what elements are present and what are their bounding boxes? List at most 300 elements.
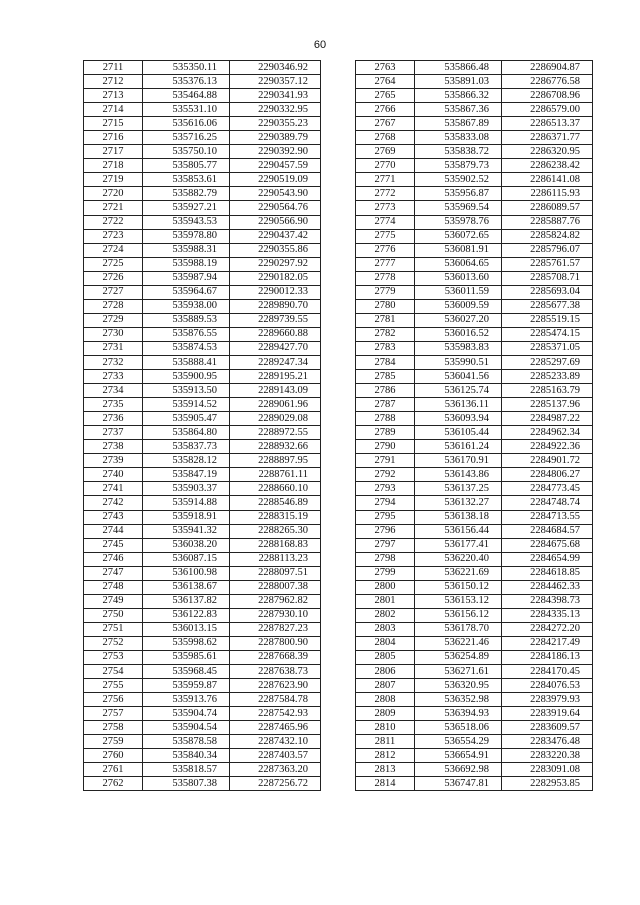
y-coordinate-cell: 2285708.71: [502, 271, 593, 285]
table-row: [84, 327, 321, 341]
point-number-cell: 2727: [84, 285, 143, 299]
point-number-cell: 2814: [356, 777, 415, 791]
y-coordinate-cell: 2289890.70: [230, 299, 321, 313]
y-coordinate-cell: 2290457.59: [230, 159, 321, 173]
table-row: [356, 243, 593, 257]
y-coordinate-cell: 2285796.07: [502, 243, 593, 257]
x-coordinate-cell: 536138.18: [415, 510, 502, 524]
page-number: 60: [313, 39, 327, 51]
y-coordinate-cell: 2284962.34: [502, 426, 593, 440]
x-coordinate-cell: 536156.44: [415, 524, 502, 538]
point-number-cell: 2763: [356, 61, 415, 75]
x-coordinate-cell: 535987.94: [143, 271, 230, 285]
x-coordinate-cell: 536064.65: [415, 257, 502, 271]
point-number-cell: 2800: [356, 580, 415, 594]
x-coordinate-cell: 535902.52: [415, 173, 502, 187]
point-number-cell: 2798: [356, 552, 415, 566]
table-row: [84, 538, 321, 552]
y-coordinate-cell: 2284335.13: [502, 608, 593, 622]
point-number-cell: 2759: [84, 735, 143, 749]
table-row: [84, 426, 321, 440]
table-row: [84, 257, 321, 271]
table-row: [356, 285, 593, 299]
table-row: [84, 117, 321, 131]
y-coordinate-cell: 2284076.53: [502, 679, 593, 693]
x-coordinate-cell: 535905.47: [143, 412, 230, 426]
x-coordinate-cell: 535978.80: [143, 229, 230, 243]
point-number-cell: 2733: [84, 370, 143, 384]
y-coordinate-cell: 2285761.57: [502, 257, 593, 271]
y-coordinate-cell: 2290392.90: [230, 145, 321, 159]
y-coordinate-cell: 2287800.90: [230, 636, 321, 650]
table-row: [356, 370, 593, 384]
y-coordinate-cell: 2284922.36: [502, 440, 593, 454]
x-coordinate-cell: 536271.61: [415, 665, 502, 679]
table-row: [84, 679, 321, 693]
y-coordinate-cell: 2286579.00: [502, 103, 593, 117]
point-number-cell: 2724: [84, 243, 143, 257]
table-row: [356, 299, 593, 313]
table-row: [84, 89, 321, 103]
x-coordinate-cell: 536170.91: [415, 454, 502, 468]
point-number-cell: 2737: [84, 426, 143, 440]
point-number-cell: 2790: [356, 440, 415, 454]
table-row: [84, 777, 321, 791]
x-coordinate-cell: 535616.06: [143, 117, 230, 131]
x-coordinate-cell: 535840.34: [143, 749, 230, 763]
table-row: [356, 173, 593, 187]
table-row: [84, 636, 321, 650]
y-coordinate-cell: 2288897.95: [230, 454, 321, 468]
point-number-cell: 2741: [84, 482, 143, 496]
point-number-cell: 2778: [356, 271, 415, 285]
table-row: [356, 313, 593, 327]
x-coordinate-cell: 535750.10: [143, 145, 230, 159]
x-coordinate-cell: 536136.11: [415, 398, 502, 412]
table-row: [356, 777, 593, 791]
point-number-cell: 2811: [356, 735, 415, 749]
x-coordinate-cell: 535878.58: [143, 735, 230, 749]
table-row: [356, 580, 593, 594]
y-coordinate-cell: 2283220.38: [502, 749, 593, 763]
y-coordinate-cell: 2289660.88: [230, 327, 321, 341]
x-coordinate-cell: 536100.98: [143, 566, 230, 580]
x-coordinate-cell: 536041.56: [415, 370, 502, 384]
y-coordinate-cell: 2282953.85: [502, 777, 593, 791]
point-number-cell: 2714: [84, 103, 143, 117]
table-row: [356, 636, 593, 650]
y-coordinate-cell: 2288546.89: [230, 496, 321, 510]
x-coordinate-cell: 535807.38: [143, 777, 230, 791]
y-coordinate-cell: 2286776.58: [502, 75, 593, 89]
x-coordinate-cell: 535964.67: [143, 285, 230, 299]
y-coordinate-cell: 2285371.05: [502, 341, 593, 355]
point-number-cell: 2774: [356, 215, 415, 229]
point-number-cell: 2777: [356, 257, 415, 271]
y-coordinate-cell: 2285677.38: [502, 299, 593, 313]
x-coordinate-cell: 535853.61: [143, 173, 230, 187]
point-number-cell: 2765: [356, 89, 415, 103]
y-coordinate-cell: 2285693.04: [502, 285, 593, 299]
point-number-cell: 2739: [84, 454, 143, 468]
table-row: [84, 341, 321, 355]
point-number-cell: 2766: [356, 103, 415, 117]
x-coordinate-cell: 535983.83: [415, 341, 502, 355]
x-coordinate-cell: 536011.59: [415, 285, 502, 299]
point-number-cell: 2770: [356, 159, 415, 173]
point-number-cell: 2769: [356, 145, 415, 159]
table-row: [356, 665, 593, 679]
point-number-cell: 2803: [356, 622, 415, 636]
x-coordinate-cell: 535913.76: [143, 693, 230, 707]
point-number-cell: 2712: [84, 75, 143, 89]
point-number-cell: 2804: [356, 636, 415, 650]
x-coordinate-cell: 536027.20: [415, 313, 502, 327]
table-row: [84, 735, 321, 749]
y-coordinate-cell: 2283979.93: [502, 693, 593, 707]
x-coordinate-cell: 535998.62: [143, 636, 230, 650]
y-coordinate-cell: 2286513.37: [502, 117, 593, 131]
x-coordinate-cell: 536352.98: [415, 693, 502, 707]
x-coordinate-cell: 535904.54: [143, 721, 230, 735]
x-coordinate-cell: 535969.54: [415, 201, 502, 215]
x-coordinate-cell: 535866.32: [415, 89, 502, 103]
x-coordinate-cell: 535350.11: [143, 61, 230, 75]
table-row: [356, 622, 593, 636]
y-coordinate-cell: 2290297.92: [230, 257, 321, 271]
table-row: [356, 510, 593, 524]
x-coordinate-cell: 535531.10: [143, 103, 230, 117]
y-coordinate-cell: 2287638.73: [230, 665, 321, 679]
x-coordinate-cell: 536122.83: [143, 608, 230, 622]
point-number-cell: 2735: [84, 398, 143, 412]
table-row: [356, 707, 593, 721]
x-coordinate-cell: 536009.59: [415, 299, 502, 313]
table-row: [84, 482, 321, 496]
table-row: [84, 580, 321, 594]
x-coordinate-cell: 536081.91: [415, 243, 502, 257]
y-coordinate-cell: 2284186.13: [502, 650, 593, 664]
y-coordinate-cell: 2284217.49: [502, 636, 593, 650]
y-coordinate-cell: 2285824.82: [502, 229, 593, 243]
y-coordinate-cell: 2287432.10: [230, 735, 321, 749]
x-coordinate-cell: 536038.20: [143, 538, 230, 552]
y-coordinate-cell: 2285297.69: [502, 355, 593, 369]
x-coordinate-cell: 536137.25: [415, 482, 502, 496]
x-coordinate-cell: 535900.95: [143, 370, 230, 384]
x-coordinate-cell: 535376.13: [143, 75, 230, 89]
x-coordinate-cell: 536692.98: [415, 763, 502, 777]
table-row: [356, 341, 593, 355]
table-row: [84, 552, 321, 566]
table-row: [356, 187, 593, 201]
table-row: [84, 131, 321, 145]
table-row: [356, 693, 593, 707]
point-number-cell: 2757: [84, 707, 143, 721]
x-coordinate-cell: 536153.12: [415, 594, 502, 608]
x-coordinate-cell: 535876.55: [143, 327, 230, 341]
y-coordinate-cell: 2290389.79: [230, 131, 321, 145]
point-number-cell: 2718: [84, 159, 143, 173]
x-coordinate-cell: 536093.94: [415, 412, 502, 426]
y-coordinate-cell: 2290332.95: [230, 103, 321, 117]
y-coordinate-cell: 2288265.30: [230, 524, 321, 538]
point-number-cell: 2772: [356, 187, 415, 201]
y-coordinate-cell: 2284675.68: [502, 538, 593, 552]
point-number-cell: 2813: [356, 763, 415, 777]
x-coordinate-cell: 535943.53: [143, 215, 230, 229]
point-number-cell: 2808: [356, 693, 415, 707]
y-coordinate-cell: 2284684.57: [502, 524, 593, 538]
x-coordinate-cell: 535828.12: [143, 454, 230, 468]
table-row: [84, 145, 321, 159]
point-number-cell: 2784: [356, 355, 415, 369]
table-row: [84, 763, 321, 777]
x-coordinate-cell: 536087.15: [143, 552, 230, 566]
point-number-cell: 2744: [84, 524, 143, 538]
point-number-cell: 2764: [356, 75, 415, 89]
point-number-cell: 2756: [84, 693, 143, 707]
point-number-cell: 2748: [84, 580, 143, 594]
x-coordinate-cell: 535847.19: [143, 468, 230, 482]
x-coordinate-cell: 535889.53: [143, 313, 230, 327]
x-coordinate-cell: 535990.51: [415, 355, 502, 369]
table-row: [356, 763, 593, 777]
point-number-cell: 2794: [356, 496, 415, 510]
coordinates-table-left: [83, 60, 321, 791]
point-number-cell: 2780: [356, 299, 415, 313]
x-coordinate-cell: 535838.72: [415, 145, 502, 159]
y-coordinate-cell: 2287542.93: [230, 707, 321, 721]
table-row: [356, 229, 593, 243]
y-coordinate-cell: 2289427.70: [230, 341, 321, 355]
x-coordinate-cell: 536013.15: [143, 622, 230, 636]
y-coordinate-cell: 2288168.83: [230, 538, 321, 552]
point-number-cell: 2782: [356, 327, 415, 341]
table-row: [84, 468, 321, 482]
point-number-cell: 2792: [356, 468, 415, 482]
x-coordinate-cell: 536747.81: [415, 777, 502, 791]
x-coordinate-cell: 535988.31: [143, 243, 230, 257]
table-row: [356, 721, 593, 735]
y-coordinate-cell: 2284773.45: [502, 482, 593, 496]
x-coordinate-cell: 535837.73: [143, 440, 230, 454]
point-number-cell: 2802: [356, 608, 415, 622]
x-coordinate-cell: 535867.36: [415, 103, 502, 117]
y-coordinate-cell: 2284654.99: [502, 552, 593, 566]
table-body-left: [84, 61, 321, 791]
x-coordinate-cell: 536554.29: [415, 735, 502, 749]
x-coordinate-cell: 535866.48: [415, 61, 502, 75]
x-coordinate-cell: 536161.24: [415, 440, 502, 454]
x-coordinate-cell: 535988.19: [143, 257, 230, 271]
x-coordinate-cell: 536156.12: [415, 608, 502, 622]
y-coordinate-cell: 2285163.79: [502, 384, 593, 398]
point-number-cell: 2810: [356, 721, 415, 735]
table-row: [356, 608, 593, 622]
x-coordinate-cell: 536013.60: [415, 271, 502, 285]
x-coordinate-cell: 535938.00: [143, 299, 230, 313]
y-coordinate-cell: 2283919.64: [502, 707, 593, 721]
y-coordinate-cell: 2285233.89: [502, 370, 593, 384]
y-coordinate-cell: 2288761.11: [230, 468, 321, 482]
x-coordinate-cell: 536143.86: [415, 468, 502, 482]
y-coordinate-cell: 2289739.55: [230, 313, 321, 327]
table-row: [84, 271, 321, 285]
table-row: [84, 524, 321, 538]
x-coordinate-cell: 535914.52: [143, 398, 230, 412]
y-coordinate-cell: 2289195.21: [230, 370, 321, 384]
table-body-right: [356, 61, 593, 791]
y-coordinate-cell: 2290566.90: [230, 215, 321, 229]
x-coordinate-cell: 536320.95: [415, 679, 502, 693]
y-coordinate-cell: 2290182.05: [230, 271, 321, 285]
y-coordinate-cell: 2287962.82: [230, 594, 321, 608]
y-coordinate-cell: 2287256.72: [230, 777, 321, 791]
y-coordinate-cell: 2289143.09: [230, 384, 321, 398]
y-coordinate-cell: 2284748.74: [502, 496, 593, 510]
y-coordinate-cell: 2286238.42: [502, 159, 593, 173]
table-row: [84, 285, 321, 299]
point-number-cell: 2760: [84, 749, 143, 763]
x-coordinate-cell: 535913.50: [143, 384, 230, 398]
y-coordinate-cell: 2284272.20: [502, 622, 593, 636]
table-row: [84, 707, 321, 721]
point-number-cell: 2771: [356, 173, 415, 187]
x-coordinate-cell: 536221.46: [415, 636, 502, 650]
point-number-cell: 2767: [356, 117, 415, 131]
x-coordinate-cell: 535968.45: [143, 665, 230, 679]
point-number-cell: 2795: [356, 510, 415, 524]
point-number-cell: 2812: [356, 749, 415, 763]
x-coordinate-cell: 535978.76: [415, 215, 502, 229]
point-number-cell: 2736: [84, 412, 143, 426]
table-row: [356, 215, 593, 229]
x-coordinate-cell: 535864.80: [143, 426, 230, 440]
table-row: [84, 650, 321, 664]
x-coordinate-cell: 536137.82: [143, 594, 230, 608]
point-number-cell: 2716: [84, 131, 143, 145]
x-coordinate-cell: 536254.89: [415, 650, 502, 664]
table-row: [356, 426, 593, 440]
table-row: [84, 243, 321, 257]
table-row: [84, 75, 321, 89]
x-coordinate-cell: 536132.27: [415, 496, 502, 510]
table-row: [84, 201, 321, 215]
point-number-cell: 2730: [84, 327, 143, 341]
point-number-cell: 2725: [84, 257, 143, 271]
point-number-cell: 2751: [84, 622, 143, 636]
table-row: [356, 496, 593, 510]
x-coordinate-cell: 535904.74: [143, 707, 230, 721]
table-row: [84, 398, 321, 412]
table-row: [84, 61, 321, 75]
table-row: [84, 355, 321, 369]
y-coordinate-cell: 2287623.90: [230, 679, 321, 693]
x-coordinate-cell: 535927.21: [143, 201, 230, 215]
table-row: [356, 103, 593, 117]
point-number-cell: 2731: [84, 341, 143, 355]
x-coordinate-cell: 536394.93: [415, 707, 502, 721]
x-coordinate-cell: 536125.74: [415, 384, 502, 398]
y-coordinate-cell: 2290346.92: [230, 61, 321, 75]
point-number-cell: 2787: [356, 398, 415, 412]
table-row: [84, 622, 321, 636]
point-number-cell: 2793: [356, 482, 415, 496]
table-row: [84, 187, 321, 201]
point-number-cell: 2758: [84, 721, 143, 735]
table-row: [84, 496, 321, 510]
table-row: [356, 440, 593, 454]
x-coordinate-cell: 536072.65: [415, 229, 502, 243]
x-coordinate-cell: 535867.89: [415, 117, 502, 131]
point-number-cell: 2783: [356, 341, 415, 355]
y-coordinate-cell: 2288113.23: [230, 552, 321, 566]
table-row: [356, 61, 593, 75]
table-row: [84, 608, 321, 622]
point-number-cell: 2726: [84, 271, 143, 285]
y-coordinate-cell: 2287465.96: [230, 721, 321, 735]
coordinates-table-right: [355, 60, 593, 791]
y-coordinate-cell: 2285137.96: [502, 398, 593, 412]
table-row: [356, 75, 593, 89]
y-coordinate-cell: 2285474.15: [502, 327, 593, 341]
y-coordinate-cell: 2283476.48: [502, 735, 593, 749]
y-coordinate-cell: 2289061.96: [230, 398, 321, 412]
table-row: [356, 679, 593, 693]
y-coordinate-cell: 2287584.78: [230, 693, 321, 707]
point-number-cell: 2750: [84, 608, 143, 622]
point-number-cell: 2806: [356, 665, 415, 679]
y-coordinate-cell: 2290437.42: [230, 229, 321, 243]
x-coordinate-cell: 535716.25: [143, 131, 230, 145]
table-row: [356, 594, 593, 608]
table-row: [356, 650, 593, 664]
point-number-cell: 2785: [356, 370, 415, 384]
table-row: [84, 215, 321, 229]
y-coordinate-cell: 2286320.95: [502, 145, 593, 159]
point-number-cell: 2807: [356, 679, 415, 693]
x-coordinate-cell: 535882.79: [143, 187, 230, 201]
point-number-cell: 2722: [84, 215, 143, 229]
y-coordinate-cell: 2290341.93: [230, 89, 321, 103]
y-coordinate-cell: 2284170.45: [502, 665, 593, 679]
point-number-cell: 2762: [84, 777, 143, 791]
x-coordinate-cell: 535918.91: [143, 510, 230, 524]
point-number-cell: 2753: [84, 650, 143, 664]
table-row: [356, 482, 593, 496]
x-coordinate-cell: 535914.88: [143, 496, 230, 510]
y-coordinate-cell: 2286708.96: [502, 89, 593, 103]
y-coordinate-cell: 2283091.08: [502, 763, 593, 777]
table-row: [356, 89, 593, 103]
y-coordinate-cell: 2290355.86: [230, 243, 321, 257]
x-coordinate-cell: 536178.70: [415, 622, 502, 636]
point-number-cell: 2721: [84, 201, 143, 215]
point-number-cell: 2761: [84, 763, 143, 777]
table-row: [84, 412, 321, 426]
point-number-cell: 2768: [356, 131, 415, 145]
point-number-cell: 2799: [356, 566, 415, 580]
y-coordinate-cell: 2287363.20: [230, 763, 321, 777]
table-row: [356, 384, 593, 398]
y-coordinate-cell: 2286089.57: [502, 201, 593, 215]
table-row: [356, 524, 593, 538]
point-number-cell: 2797: [356, 538, 415, 552]
y-coordinate-cell: 2284901.72: [502, 454, 593, 468]
y-coordinate-cell: 2288932.66: [230, 440, 321, 454]
table-row: [356, 538, 593, 552]
